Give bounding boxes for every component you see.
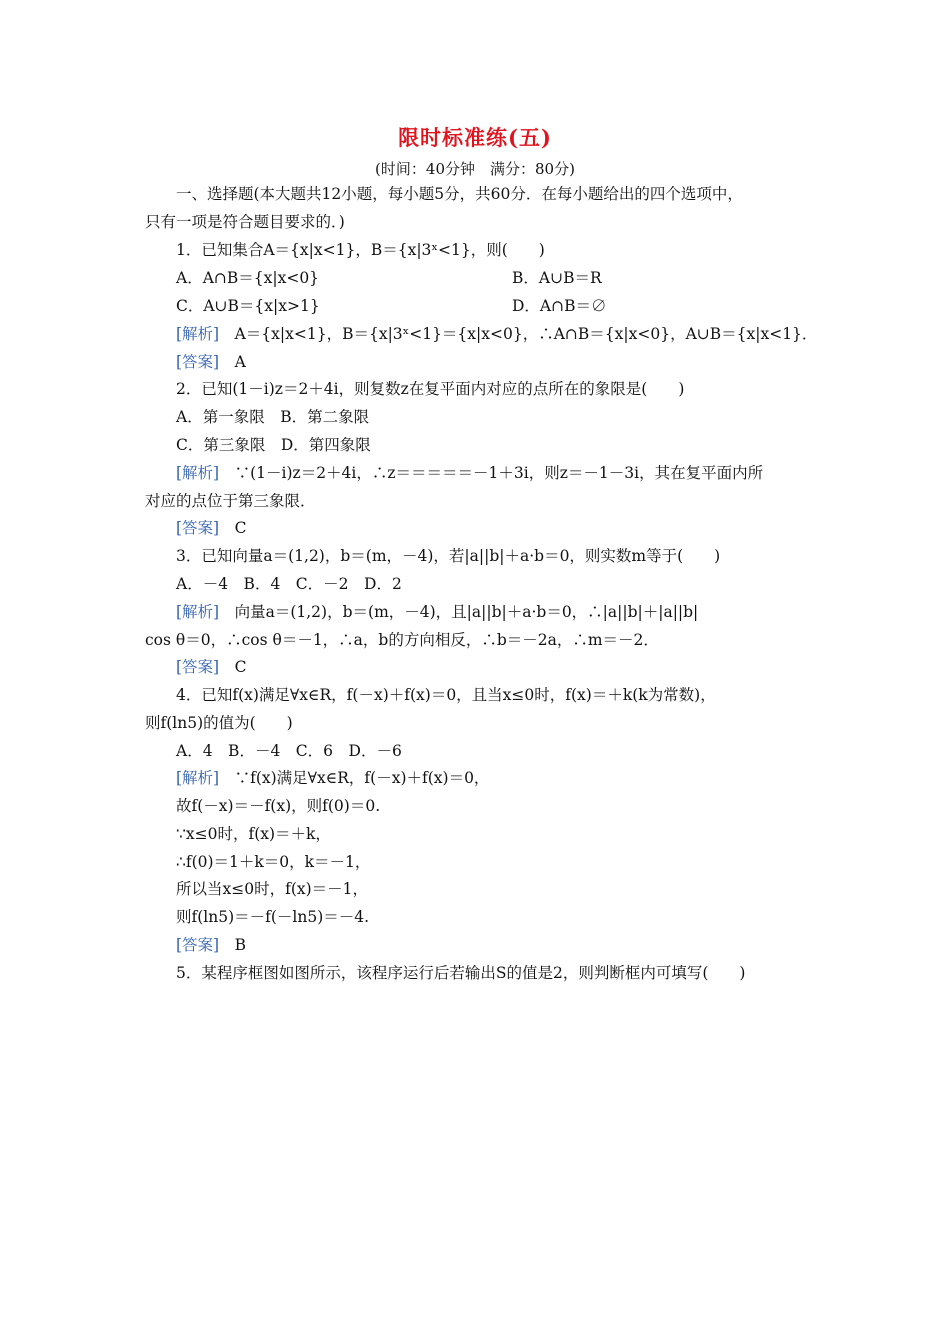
q2-analysis-cont: 对应的点位于第三象限．	[145, 492, 316, 510]
q3-answer-text: C	[219, 658, 247, 676]
section-intro: 一、选择题(本大题共12小题，每小题5分，共60分．在每小题给出的四个选项中，	[176, 185, 743, 203]
q4-stem: 4．已知f(x)满足∀x∈R，f(－x)＋f(x)＝0，且当x≤0时，f(x)＝＋k(k为常数)，	[176, 686, 716, 704]
q4-analysis-line-3: ∵x≤0时，f(x)＝＋k，	[176, 825, 331, 843]
q2-analysis	[176, 463, 763, 483]
q4-analysis-line-5: 所以当x≤0时，f(x)＝－1，	[176, 880, 369, 898]
q2-answer-text: C	[219, 519, 247, 537]
analysis-tag: [解析]	[176, 769, 220, 787]
q4-answer	[176, 935, 246, 955]
q1-option-b: B．A∪B＝R	[512, 269, 602, 287]
q4-analysis	[176, 768, 489, 788]
answer-tag: [答案]	[176, 519, 220, 537]
q3-analysis-text: 向量a＝(1,2)，b＝(m，－4)，且|a||b|＋a·b＝0，∴|a||b|＋|a||b|	[219, 603, 699, 621]
q4-answer-text: B	[219, 936, 246, 954]
answer-tag: [答案]	[176, 353, 220, 371]
answer-tag: [答案]	[176, 658, 220, 676]
q3-analysis-cont: cos θ＝0，∴cos θ＝－1，∴a，b的方向相反，∴b＝－2a，∴m＝－2．	[145, 631, 659, 649]
q2-analysis-text: ∵(1－i)z＝2＋4i，∴z＝＝＝＝＝－1＋3i，则z＝－1－3i，其在复平面内所	[219, 464, 764, 482]
page-title: 限时标准练(五)	[398, 125, 552, 150]
q3-answer	[176, 657, 246, 677]
q4-options: A．4 B．－4 C．6 D．－6	[176, 742, 402, 760]
q1-option-d: D．A∩B＝∅	[512, 297, 607, 315]
q4-analysis-text: ∵f(x)满足∀x∈R，f(－x)＋f(x)＝0，	[219, 769, 490, 787]
analysis-tag: [解析]	[176, 325, 220, 343]
q4-analysis-line-2: 故f(－x)＝－f(x)，则f(0)＝0.	[176, 797, 381, 815]
q2-options-cd: C．第三象限 D．第四象限	[176, 436, 371, 454]
q4-analysis-line-6: 则f(ln5)＝－f(－ln5)＝－4.	[176, 908, 370, 926]
q4-analysis-line-4: ∴f(0)＝1＋k＝0，k＝－1，	[176, 853, 371, 871]
q1-option-c: C．A∪B＝{x|x>1}	[176, 297, 320, 315]
exam-time-score: (时间：40分钟 满分：80分)	[375, 160, 575, 178]
q1-answer	[176, 352, 246, 372]
q3-options: A．－4 B．4 C．－2 D．2	[176, 575, 402, 593]
q1-analysis	[176, 324, 817, 344]
q1-answer-text: A	[219, 353, 246, 371]
q2-stem: 2．已知(1－i)z＝2＋4i，则复数z在复平面内对应的点所在的象限是( )	[176, 380, 685, 398]
q2-options-ab: A．第一象限 B．第二象限	[176, 408, 370, 426]
q5-stem: 5．某程序框图如图所示，该程序运行后若输出S的值是2，则判断框内可填写( )	[176, 964, 746, 982]
q1-stem: 1．已知集合A＝{x|x<1}，B＝{x|3ˣ<1}，则( )	[176, 241, 545, 259]
q4-stem-cont: 则f(ln5)的值为( )	[145, 714, 293, 732]
analysis-tag: [解析]	[176, 603, 220, 621]
q3-stem: 3．已知向量a＝(1,2)，b＝(m，－4)，若|a||b|＋a·b＝0，则实数m等于( )	[176, 547, 721, 565]
answer-tag: [答案]	[176, 936, 220, 954]
q1-option-a: A．A∩B＝{x|x<0}	[176, 269, 320, 287]
analysis-tag: [解析]	[176, 464, 220, 482]
section-intro-cont: 只有一项是符合题目要求的．)	[145, 213, 345, 231]
q2-answer	[176, 518, 246, 538]
q3-analysis	[176, 602, 698, 622]
q1-analysis-text: A＝{x|x<1}，B＝{x|3ˣ<1}＝{x|x<0}，∴A∩B＝{x|x<0}，A∪B＝{x|x<1}．	[219, 325, 818, 343]
